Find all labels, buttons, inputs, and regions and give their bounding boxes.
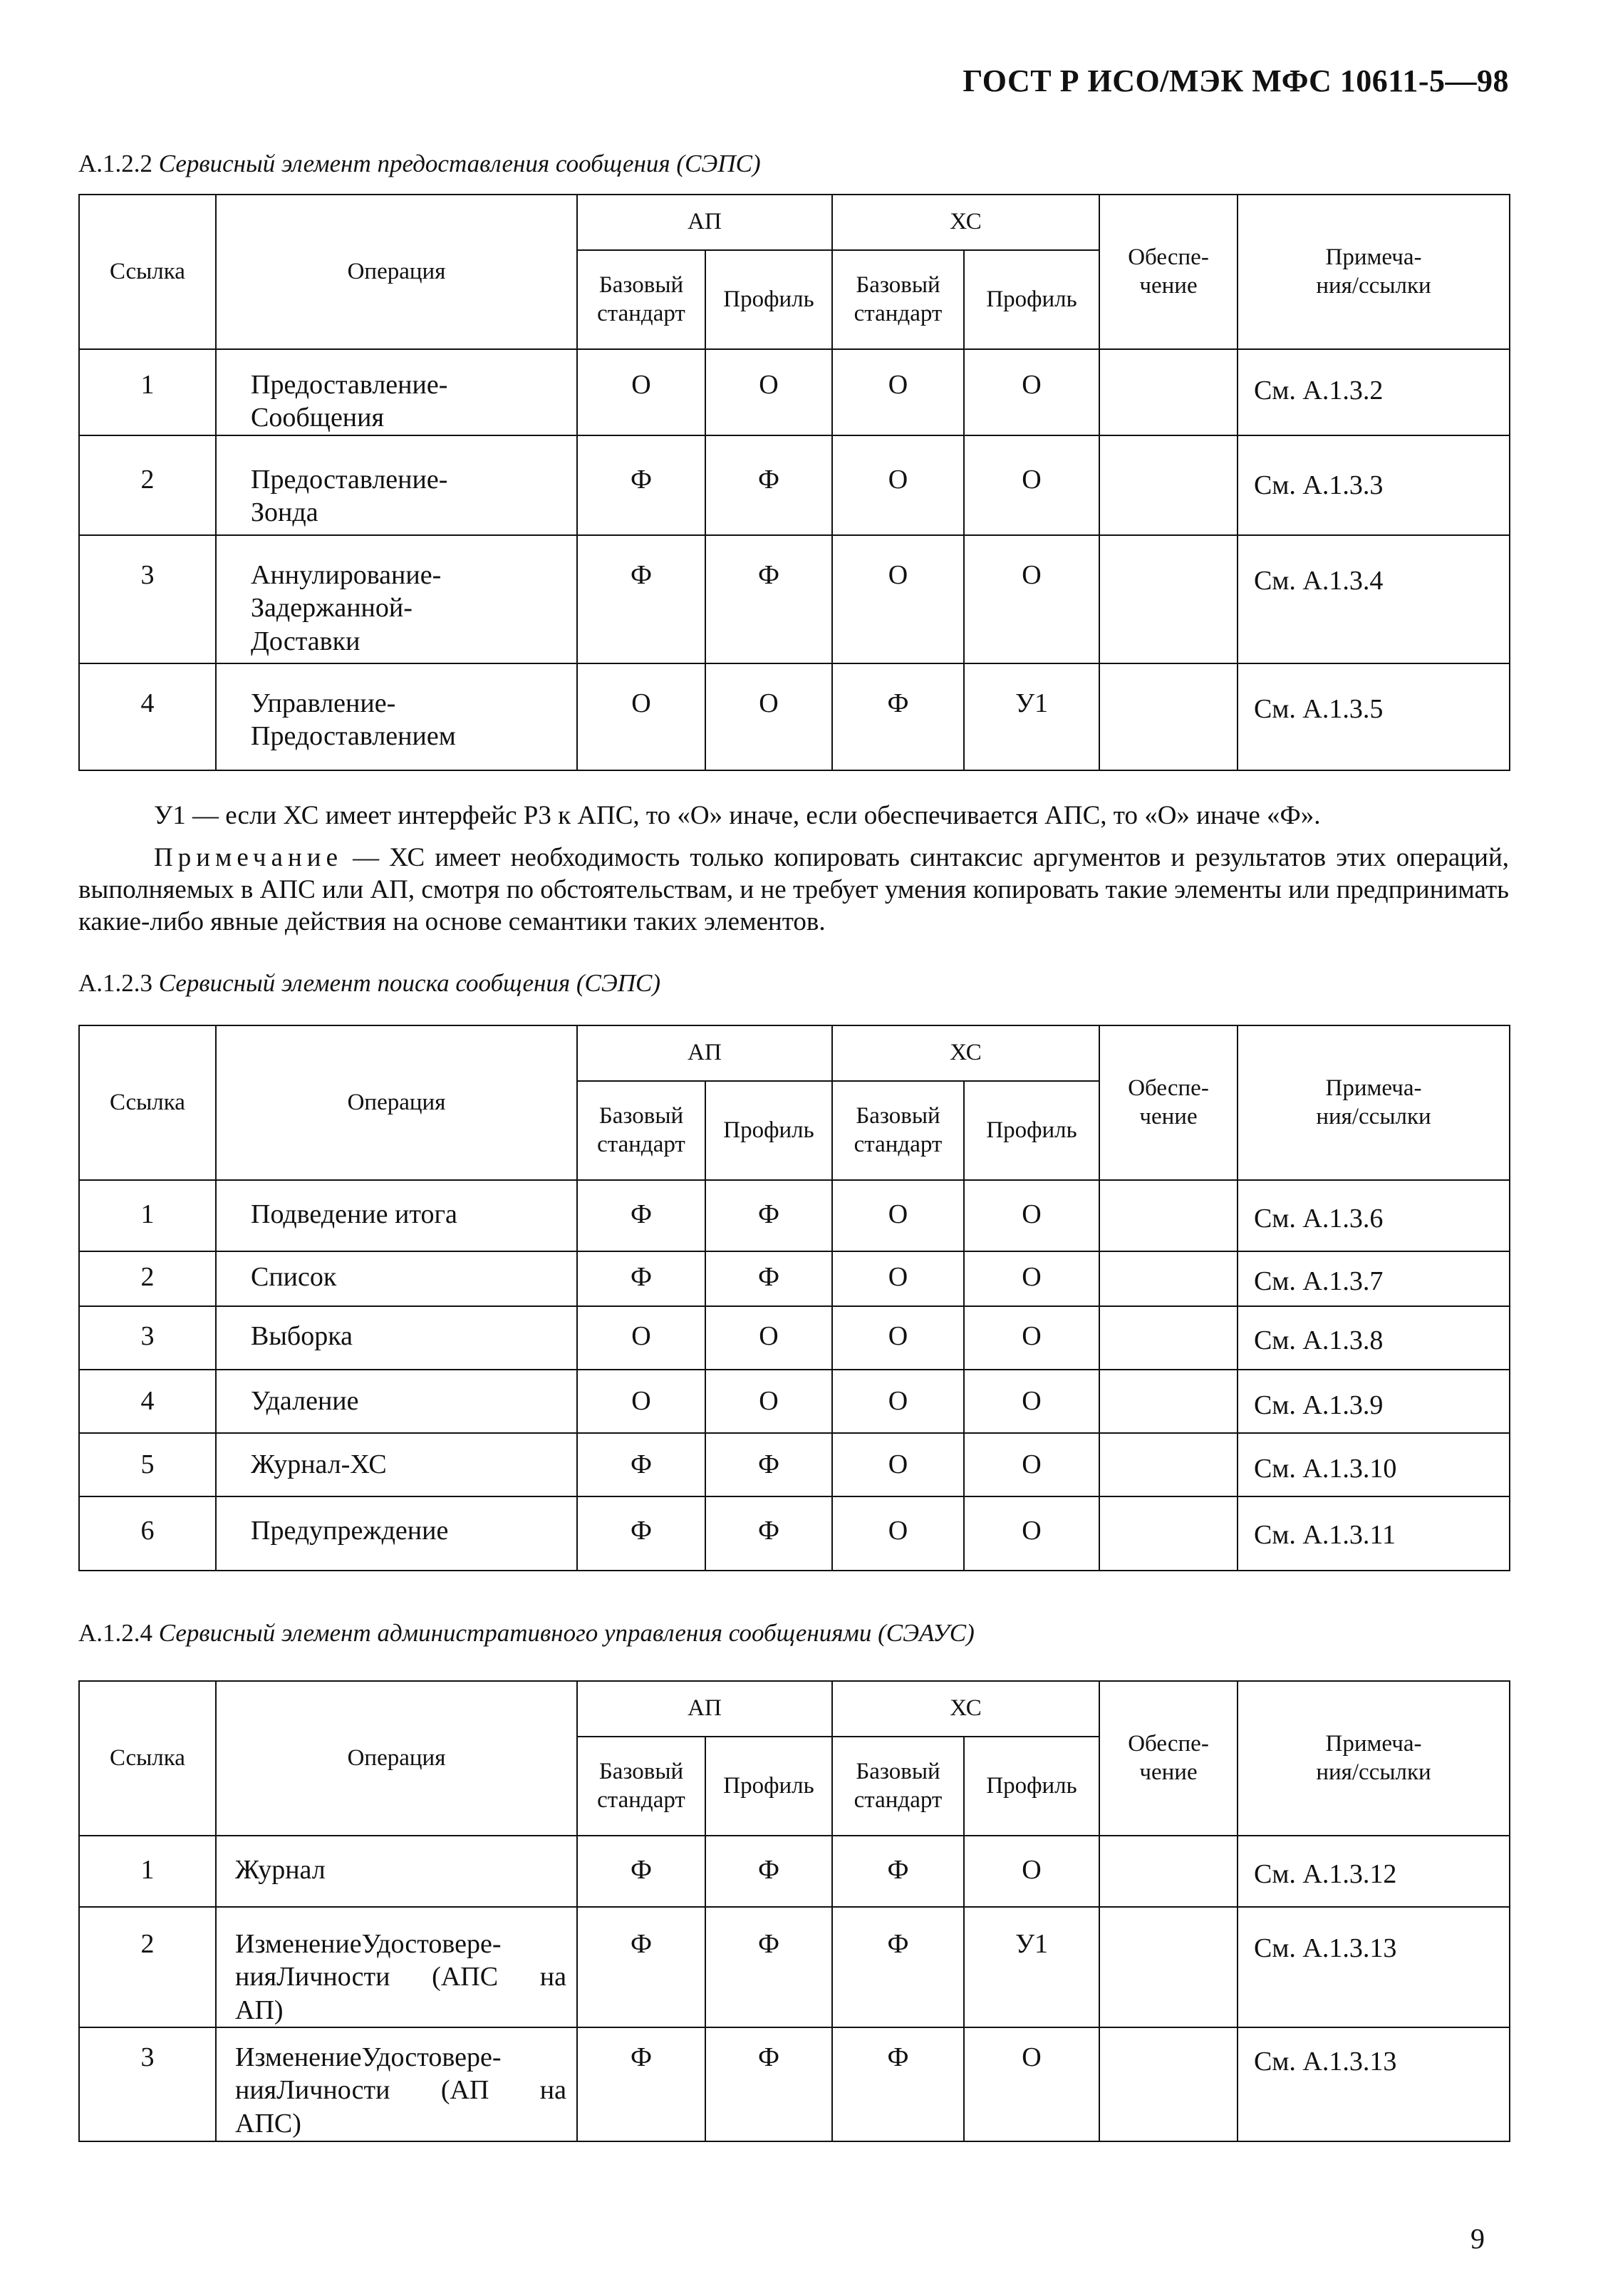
column-header-profile: Профиль (964, 1737, 1099, 1836)
section-number: А.1.2.2 (78, 150, 153, 177)
column-header-base-standard (832, 1737, 964, 1836)
operation-cell (216, 2027, 577, 2141)
spec-table (78, 194, 1510, 771)
header-line: ния/ссылки (1316, 272, 1431, 299)
operation-cell (216, 535, 577, 663)
header-line: стандарт (854, 1131, 943, 1157)
note-cell: См. А.1.3.8 (1238, 1306, 1510, 1370)
value-ap-profile: Ф (705, 1180, 832, 1251)
value-xs-base: Ф (832, 663, 964, 770)
note-text: — ХС имеет необходимость только копировать синтаксис аргументов и результатов этих операций, выполняемых в АПС или АП, смотря по обстоятельствам, и не требует умения копировать такие элементы или предпринимать какие-либо явные действия на основе семантики таких элементов. (78, 843, 1509, 937)
operation-cell (216, 1180, 577, 1251)
value-xs-base: О (832, 1180, 964, 1251)
operation-line: Управление- (251, 688, 396, 718)
column-header-base-standard (832, 1081, 964, 1180)
value-support (1099, 1907, 1238, 2027)
note-cell: См. А.1.3.9 (1238, 1370, 1510, 1433)
value-xs-base: О (832, 435, 964, 535)
operation-line: Предоставление- (251, 465, 448, 495)
value-xs-base: О (832, 1370, 964, 1433)
header-line: Примеча- (1325, 1075, 1422, 1101)
header-line: Базовый (598, 1758, 684, 1784)
value-ap-base: Ф (577, 1836, 705, 1907)
value-xs-base: О (832, 535, 964, 663)
ref-cell: 6 (79, 1496, 216, 1571)
column-header-operation: Операция (216, 195, 577, 349)
value-xs-profile: О (964, 1306, 1099, 1370)
value-support (1099, 1251, 1238, 1306)
operation-line: нияЛичности (АП на (235, 2075, 566, 2106)
header-line: чение (1139, 1759, 1198, 1785)
value-ap-base: Ф (577, 1180, 705, 1251)
section-name: Сервисный элемент поиска сообщения (СЭПС) (158, 969, 661, 997)
operation-line: Зонда (251, 497, 318, 528)
ref-cell: 1 (79, 349, 216, 435)
table-row (79, 349, 1510, 435)
value-ap-profile: О (705, 349, 832, 435)
operation-cell (216, 1836, 577, 1907)
value-xs-base: О (832, 1496, 964, 1571)
table-row (79, 1907, 1510, 2027)
value-support (1099, 1180, 1238, 1251)
column-header-profile: Профиль (705, 250, 832, 349)
value-support (1099, 1836, 1238, 1907)
operation-line: Аннулирование- (251, 560, 442, 590)
value-ap-base: О (577, 1306, 705, 1370)
column-header-ref: Ссылка (79, 1681, 216, 1836)
value-xs-base: Ф (832, 1836, 964, 1907)
value-xs-profile: О (964, 1251, 1099, 1306)
ref-cell: 3 (79, 1306, 216, 1370)
note-cell: См. А.1.3.5 (1238, 663, 1510, 770)
table-row (79, 1306, 1510, 1370)
value-xs-profile: О (964, 535, 1099, 663)
operation-line: Доставки (251, 626, 360, 656)
operation-cell (216, 1433, 577, 1496)
column-header-profile: Профиль (705, 1081, 832, 1180)
operation-line: Удаление (251, 1386, 359, 1416)
operation-line: Выборка (251, 1321, 353, 1351)
operation-line: Журнал (235, 1855, 326, 1885)
value-xs-profile: О (964, 1433, 1099, 1496)
value-support (1099, 535, 1238, 663)
value-support (1099, 2027, 1238, 2141)
operation-line: Предупреждение (251, 1516, 449, 1546)
note-cell: См. А.1.3.6 (1238, 1180, 1510, 1251)
column-header-ap: АП (577, 1025, 832, 1081)
value-ap-base: О (577, 663, 705, 770)
operation-cell (216, 435, 577, 535)
note-cell: См. А.1.3.13 (1238, 2027, 1510, 2141)
value-ap-profile: О (705, 663, 832, 770)
table-row (79, 1370, 1510, 1433)
operation-line: Список (251, 1262, 337, 1292)
ref-cell: 4 (79, 663, 216, 770)
operation-line: Подведение итога (251, 1199, 457, 1229)
value-xs-profile: О (964, 1370, 1099, 1433)
column-header-base-standard (577, 1737, 705, 1836)
header-line: Обеспе- (1128, 1075, 1209, 1101)
value-xs-profile: О (964, 349, 1099, 435)
column-header-ap: АП (577, 1681, 832, 1737)
operation-cell (216, 1496, 577, 1571)
header-line: стандарт (854, 300, 943, 326)
value-xs-profile: О (964, 2027, 1099, 2141)
operation-line: Задержанной- (251, 593, 413, 624)
value-ap-base: Ф (577, 2027, 705, 2141)
note-cell: См. А.1.3.7 (1238, 1251, 1510, 1306)
operation-line: Предоставлением (251, 721, 456, 752)
header-line: чение (1139, 272, 1198, 299)
value-ap-base: Ф (577, 1433, 705, 1496)
value-support (1099, 1433, 1238, 1496)
note-label: Примечание (154, 843, 343, 873)
ref-cell: 1 (79, 1180, 216, 1251)
column-header-support (1099, 1681, 1238, 1836)
document-header: ГОСТ Р ИСО/МЭК МФС 10611-5—98 (963, 63, 1509, 98)
column-header-xs: ХС (832, 1681, 1099, 1737)
note-cell: См. А.1.3.2 (1238, 349, 1510, 435)
column-header-operation: Операция (216, 1025, 577, 1180)
column-header-ap: АП (577, 195, 832, 250)
header-line: Базовый (856, 1102, 940, 1129)
operation-cell (216, 349, 577, 435)
table-row (79, 435, 1510, 535)
note-cell: См. А.1.3.4 (1238, 535, 1510, 663)
section-title (78, 969, 660, 998)
value-xs-profile: О (964, 1496, 1099, 1571)
header-line: Базовый (598, 1102, 684, 1129)
spec-table (78, 1680, 1510, 2142)
value-ap-profile: Ф (705, 1251, 832, 1306)
column-header-base-standard (832, 250, 964, 349)
column-header-profile: Профиль (964, 250, 1099, 349)
operation-line: Предоставление- (251, 370, 448, 400)
section-name: Сервисный элемент предоставления сообщения (СЭПС) (158, 150, 761, 177)
value-ap-base: Ф (577, 435, 705, 535)
value-support (1099, 1496, 1238, 1571)
operation-line: ИзменениеУдостовере- (235, 1929, 502, 1959)
column-header-ref: Ссылка (79, 195, 216, 349)
ref-cell: 3 (79, 535, 216, 663)
section-title (78, 150, 761, 178)
value-support (1099, 1370, 1238, 1433)
header-line: стандарт (597, 300, 685, 326)
column-header-notes (1238, 1681, 1510, 1836)
header-line: Базовый (856, 1758, 940, 1784)
value-ap-profile: Ф (705, 535, 832, 663)
header-line: Обеспе- (1128, 244, 1209, 270)
ref-cell: 2 (79, 1907, 216, 2027)
value-ap-base: О (577, 349, 705, 435)
value-xs-profile: О (964, 1836, 1099, 1907)
page-number: 9 (1470, 2223, 1485, 2255)
operation-line: нияЛичности (АПС на (235, 1962, 566, 1992)
value-xs-base: О (832, 1251, 964, 1306)
section-title (78, 1619, 975, 1648)
ref-cell: 2 (79, 435, 216, 535)
header-line: Базовый (598, 272, 684, 298)
header-line: стандарт (597, 1786, 685, 1813)
header-line: ния/ссылки (1316, 1759, 1431, 1785)
value-ap-profile: Ф (705, 1907, 832, 2027)
note-cell: См. А.1.3.12 (1238, 1836, 1510, 1907)
note-cell: См. А.1.3.11 (1238, 1496, 1510, 1571)
value-xs-base: О (832, 349, 964, 435)
column-header-operation: Операция (216, 1681, 577, 1836)
header-row (79, 1681, 1510, 1737)
header-row (79, 1025, 1510, 1081)
column-header-ref: Ссылка (79, 1025, 216, 1180)
value-ap-profile: О (705, 1370, 832, 1433)
column-header-notes (1238, 1025, 1510, 1180)
value-support (1099, 663, 1238, 770)
column-header-base-standard (577, 1081, 705, 1180)
table-row (79, 1433, 1510, 1496)
column-header-xs: ХС (832, 195, 1099, 250)
operation-line: АП) (235, 1995, 284, 2025)
column-header-support (1099, 1025, 1238, 1180)
value-ap-profile: Ф (705, 1836, 832, 1907)
column-header-support (1099, 195, 1238, 349)
header-row (79, 195, 1510, 250)
column-header-notes (1238, 195, 1510, 349)
table-row (79, 535, 1510, 663)
ref-cell: 5 (79, 1433, 216, 1496)
table-row (79, 1836, 1510, 1907)
operation-cell (216, 1907, 577, 2027)
operation-cell (216, 1251, 577, 1306)
value-support (1099, 349, 1238, 435)
header-line: стандарт (597, 1131, 685, 1157)
value-xs-base: О (832, 1306, 964, 1370)
table-row (79, 1251, 1510, 1306)
header-line: стандарт (854, 1786, 943, 1813)
value-xs-base: Ф (832, 1907, 964, 2027)
header-line: Примеча- (1325, 244, 1422, 270)
operation-line: ИзменениеУдостовере- (235, 2042, 502, 2073)
value-ap-profile: Ф (705, 435, 832, 535)
header-line: Обеспе- (1128, 1730, 1209, 1757)
operation-cell (216, 663, 577, 770)
footnote-y1: У1 — если ХС имеет интерфейс Р3 к АПС, то «О» иначе, если обеспечивается АПС, то «О» иначе «Ф». (154, 801, 1321, 830)
operation-cell (216, 1306, 577, 1370)
ref-cell: 3 (79, 2027, 216, 2141)
value-xs-profile: У1 (964, 663, 1099, 770)
value-xs-profile: У1 (964, 1907, 1099, 2027)
section-number: А.1.2.3 (78, 969, 153, 997)
header-line: ния/ссылки (1316, 1103, 1431, 1129)
table-row (79, 663, 1510, 770)
section-name: Сервисный элемент административного управления сообщениями (СЭАУС) (158, 1619, 975, 1647)
header-line: Базовый (856, 272, 940, 298)
header-line: чение (1139, 1103, 1198, 1129)
column-header-profile: Профиль (964, 1081, 1099, 1180)
value-xs-profile: О (964, 435, 1099, 535)
table-row (79, 1180, 1510, 1251)
value-support (1099, 1306, 1238, 1370)
ref-cell: 2 (79, 1251, 216, 1306)
note-cell: См. А.1.3.10 (1238, 1433, 1510, 1496)
table-row (79, 1496, 1510, 1571)
value-ap-profile: О (705, 1306, 832, 1370)
section-number: А.1.2.4 (78, 1619, 153, 1647)
operation-line: АПС) (235, 2108, 301, 2139)
operation-line: Журнал-ХС (251, 1449, 387, 1479)
value-xs-base: О (832, 1433, 964, 1496)
column-header-base-standard (577, 250, 705, 349)
operation-line: Сообщения (251, 403, 384, 433)
value-ap-base: О (577, 1370, 705, 1433)
value-ap-base: Ф (577, 1907, 705, 2027)
note-cell: См. А.1.3.13 (1238, 1907, 1510, 2027)
spec-table (78, 1025, 1510, 1571)
note-cell: См. А.1.3.3 (1238, 435, 1510, 535)
value-ap-profile: Ф (705, 1496, 832, 1571)
operation-cell (216, 1370, 577, 1433)
value-ap-profile: Ф (705, 1433, 832, 1496)
header-line: Примеча- (1325, 1730, 1422, 1757)
ref-cell: 4 (79, 1370, 216, 1433)
value-ap-profile: Ф (705, 2027, 832, 2141)
ref-cell: 1 (79, 1836, 216, 1907)
value-xs-base: Ф (832, 2027, 964, 2141)
value-xs-profile: О (964, 1180, 1099, 1251)
table-row (79, 2027, 1510, 2141)
value-ap-base: Ф (577, 1496, 705, 1571)
value-ap-base: Ф (577, 1251, 705, 1306)
column-header-profile: Профиль (705, 1737, 832, 1836)
value-ap-base: Ф (577, 535, 705, 663)
footnotes (78, 800, 1509, 938)
value-support (1099, 435, 1238, 535)
column-header-xs: ХС (832, 1025, 1099, 1081)
footnote-note (78, 842, 1509, 938)
